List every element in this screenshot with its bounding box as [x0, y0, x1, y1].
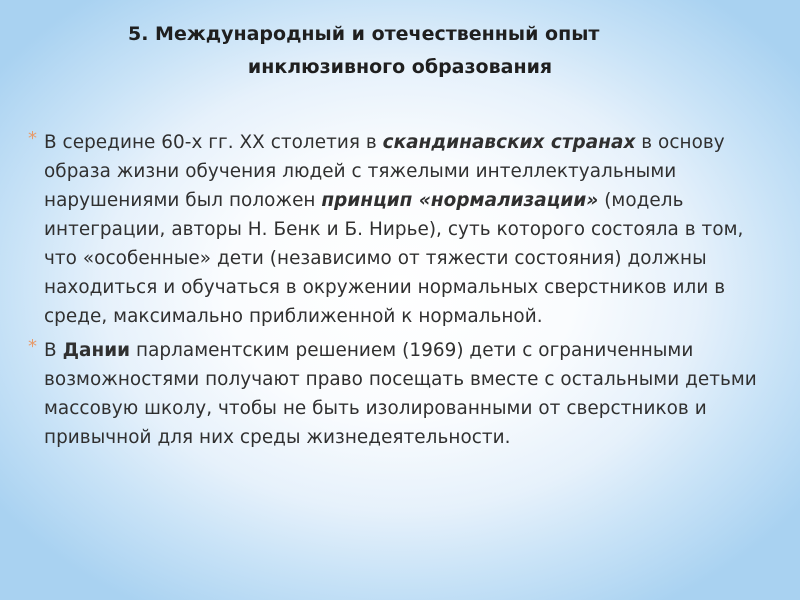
paragraph-1-text-b: в основу образа жизни обучения людей с тяжелыми интеллектуальными нарушениями был положен — [44, 132, 725, 211]
title-line-1: 5. Международный и отечественный опыт — [128, 23, 600, 45]
paragraph-2-text-b: парламентским решением (1969) дети с ограниченными возможностями получают право посещать вместе с остальными детьми массовую школу, чтобы не быть изолированными от сверстников и привычной для них среды жизнедеятельности. — [44, 340, 757, 448]
bullet-star-icon: * — [28, 336, 38, 357]
title-line-2: инклюзивного образования — [247, 56, 553, 78]
paragraph-2-text-a: В — [44, 340, 63, 361]
bullet-paragraph-2 — [30, 336, 766, 452]
emphasis-denmark: Дании — [62, 340, 131, 361]
paragraph-1-text-c: (модель интеграции, авторы Н. Бенк и Б. Нирье), суть которого состояла в том, что «особенные» дети (независимо от тяжести состояния) должны находиться и обучаться в окружении нормальных сверстников или в среде, максимально приближенной к нормальной. — [44, 190, 744, 327]
bullet-paragraph-1 — [30, 128, 766, 331]
bullet-star-icon: * — [28, 128, 38, 149]
slide-content — [30, 128, 766, 452]
emphasis-normalization-principle: принцип «нормализации» — [321, 190, 599, 211]
slide-title — [100, 18, 700, 84]
paragraph-1-text-a: В середине 60-х гг. ХХ столетия в — [44, 132, 383, 153]
emphasis-scandinavian-countries: скандинавских странах — [382, 132, 636, 153]
